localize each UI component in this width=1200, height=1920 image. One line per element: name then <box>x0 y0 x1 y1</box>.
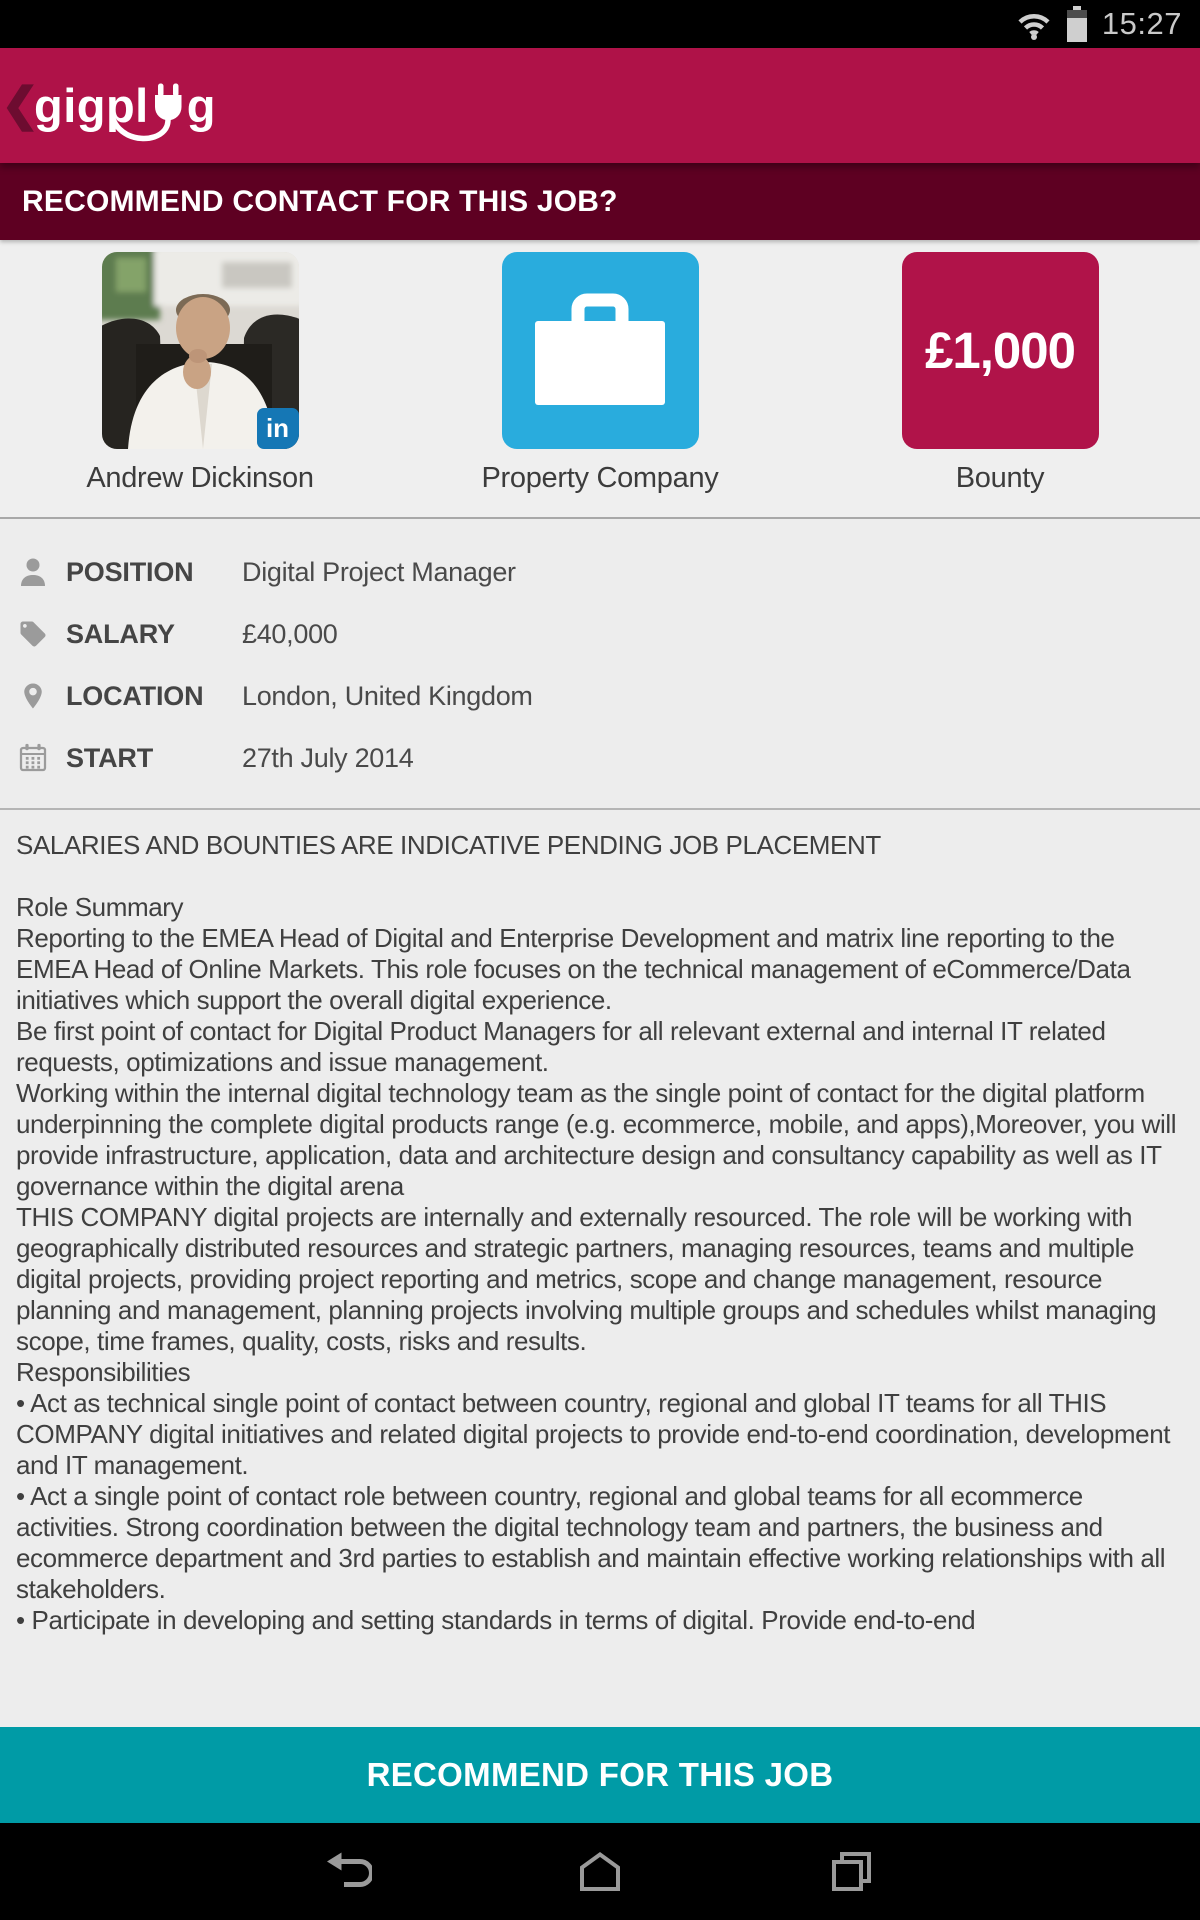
tag-icon <box>14 619 52 649</box>
calendar-icon <box>14 742 52 774</box>
cards-section <box>0 240 1200 519</box>
battery-icon <box>1066 6 1088 42</box>
status-time: 15:27 <box>1101 6 1182 41</box>
detail-value: London, United Kingdom <box>242 680 533 711</box>
description-paragraph: Responsibilities <box>16 1357 191 1387</box>
description-paragraph: Role Summary <box>16 892 184 922</box>
recommend-button[interactable] <box>0 1727 1200 1823</box>
briefcase-icon <box>530 289 670 413</box>
contact-card-column <box>0 240 400 517</box>
job-details-section <box>0 519 1200 810</box>
bounty-amount: £1,000 <box>925 322 1075 379</box>
app-header <box>0 48 1200 163</box>
indicative-notice: SALARIES AND BOUNTIES ARE INDICATIVE PENDING JOB PLACEMENT <box>16 830 881 860</box>
contact-name: Andrew Dickinson <box>86 462 314 494</box>
detail-label: LOCATION <box>66 680 204 711</box>
company-name: Property Company <box>481 462 719 494</box>
detail-label: POSITION <box>66 556 194 587</box>
detail-row-location <box>14 665 1200 727</box>
gigplug-logo[interactable] <box>34 79 216 132</box>
status-bar <box>0 0 1200 48</box>
description-paragraph: Working within the internal digital technology team as the single point of contact for the digital platform underpinning the complete digital products range (e.g. ecommerce, mobile, and apps),Moreover, you will provide infrastructure, application, data and architecture design and consultancy capability as well as IT governance within the digital arena <box>16 1078 1177 1201</box>
question-bar-text: RECOMMEND CONTACT FOR THIS JOB? <box>22 184 618 218</box>
description-paragraph: THIS COMPANY digital projects are internally and externally resourced. The role will be working with geographically distributed resources and strategic partners, managing resources, teams and multiple digital projects, providing project reporting and metrics, scope and change management, resource planning and management, planning projects involving multiple groups and schedules whilst managing scope, time frames, quality, costs, risks and results. <box>16 1202 1157 1356</box>
detail-value: 27th July 2014 <box>242 742 414 773</box>
detail-value: £40,000 <box>242 618 338 649</box>
back-chevron-icon[interactable]: ❮ <box>1 77 40 130</box>
logo-text-left: gigpl <box>34 79 149 132</box>
question-bar <box>0 163 1200 240</box>
plug-u-icon <box>151 82 185 129</box>
back-icon[interactable] <box>324 1848 372 1896</box>
description-paragraph: • Act as technical single point of contact between country, regional and global IT teams for all THIS COMPANY digital initiatives and related digital projects to provide end-to-end coordination, development and IT management. <box>16 1388 1171 1480</box>
detail-row-salary <box>14 603 1200 665</box>
job-description <box>0 810 1200 1727</box>
person-icon <box>14 556 52 588</box>
recents-icon[interactable] <box>828 1848 876 1896</box>
wifi-icon <box>1016 8 1052 40</box>
recommend-button-label: RECOMMEND FOR THIS JOB <box>366 1756 834 1793</box>
description-paragraph: • Participate in developing and setting standards in terms of digital. Provide end-to-end <box>16 1605 976 1635</box>
description-paragraph: • Act a single point of contact role between country, regional and global teams for all ecommerce activities. Strong coordination between the digital technology team and partners, the business and ecommerce department and 3rd parties to establish and maintain effective working relationships with all stakeholders. <box>16 1481 1166 1604</box>
android-nav-bar <box>0 1823 1200 1920</box>
detail-label: START <box>66 742 153 773</box>
bounty-label: Bounty <box>955 462 1045 494</box>
detail-value: Digital Project Manager <box>242 556 516 587</box>
location-pin-icon <box>14 681 52 711</box>
company-card-column <box>400 240 800 517</box>
company-card <box>502 252 699 449</box>
description-paragraph: Reporting to the EMEA Head of Digital and Enterprise Development and matrix line reporting to the EMEA Head of Online Markets. This role focuses on the technical management of eCommerce/Data initiatives which support the overall digital experience. <box>16 923 1131 1015</box>
home-icon[interactable] <box>576 1848 624 1896</box>
detail-row-start <box>14 727 1200 789</box>
description-paragraph: Be first point of contact for Digital Product Managers for all relevant external and internal IT related requests, optimizations and issue management. <box>16 1016 1106 1077</box>
logo-text-right: g <box>186 79 216 132</box>
linkedin-badge-icon: in <box>257 408 299 449</box>
bounty-card-column <box>800 240 1200 517</box>
detail-label: SALARY <box>66 618 175 649</box>
detail-row-position <box>14 541 1200 603</box>
contact-photo[interactable] <box>102 252 299 449</box>
bounty-card <box>902 252 1099 449</box>
